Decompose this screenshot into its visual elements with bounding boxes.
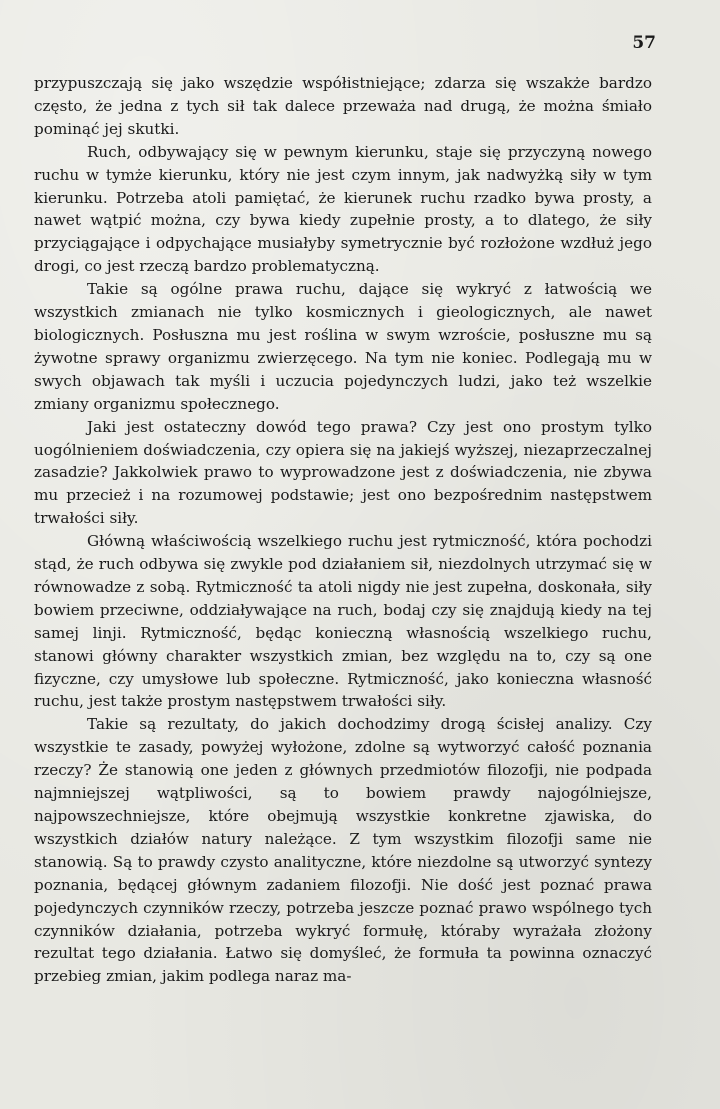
body-text: [34, 72, 652, 988]
page-number: 57: [632, 33, 656, 53]
paragraph-general-laws: Takie są ogólne prawa ruchu, dające się wykryć z łatwością we wszystkich zmianach nie tylko kosmicznych i gieologicznych, ale nawet biologicznych. Posłuszna mu jest roślina w swym wzroście, posłuszne mu są żywotne sprawy organizmu zwierzęcego. Na tym nie koniec. Podlegają mu w swych objawach tak myśli i uczucia pojedynczych ludzi, jako też wszelkie zmiany organizmu społecznego.: [34, 280, 652, 413]
paragraph-analysis-results: Takie są rezultaty, do jakich dochodzimy drogą ścisłej analizy. Czy wszystkie te zasady, powyżej wyłożone, zdolne są wytworzyć całość poznania rzeczy? Że stanowią one jeden z głównych przedmiotów filozofji, nie podpada najmniejszej wątpliwości, są to bowiem prawdy najogólniejsze, najpowszechniejsze, które obejmują wszystkie konkretne zjawiska, do wszystkich działów natury należące. Z tym wszystkim filozofji same nie stanowią. Są to prawdy czysto analityczne, które niezdolne są utworzyć syntezy poznania, będącej głównym zadaniem filozofji. Nie dość jest poznać prawa pojedynczych czynników rzeczy, potrzeba jeszcze poznać prawo wspólnego tych czynników działania, potrzeba wykryć formułę, któraby wyrażała złożony rezultat tego działania. Łatwo się domyśleć, że formuła ta powinna oznaczyć przebieg zmian, jakim podlega naraz ma-: [34, 715, 652, 986]
paragraph-continuation: przypuszczają się jako wszędzie współistniejące; zdarza się wszakże bardzo często, że jedna z tych sił tak dalece przeważa nad drugą, że można śmiało pominąć jej skutki.: [34, 74, 652, 138]
paragraph-rhythmicity: Główną właściwością wszelkiego ruchu jest rytmiczność, która pochodzi stąd, że ruch odbywa się zwykle pod działaniem sił, niezdolnych utrzymać się w równowadze z sobą. Rytmiczność ta atoli nigdy nie jest zupełna, doskonała, siły bowiem przeciwne, oddziaływające na ruch, bodaj czy się znajdują kiedy na tej samej linji. Rytmiczność, będąc konieczną własnością wszelkiego ruchu, stanowi główny charakter wszystkich zmian, bez względu na to, czy są one fizyczne, czy umysłowe lub społeczne. Rytmiczność, jako konieczna własność ruchu, jest także prostym następstwem trwałości siły.: [34, 532, 652, 711]
paragraph-proof-of-law: Jaki jest ostateczny dowód tego prawa? Czy jest ono prostym tylko uogólnieniem doświadczenia, czy opiera się na jakiejś wyższej, niezaprzeczalnej zasadzie? Jakkolwiek prawo to wyprowadzone jest z doświadczenia, nie zbywa mu przecież i na rozumowej podstawie; jest ono bezpośrednim następstwem trwałości siły.: [34, 417, 652, 528]
paragraph-motion-direction: Ruch, odbywający się w pewnym kierunku, staje się przyczyną nowego ruchu w tymże kierunku, który nie jest czym innym, jak nadwyżką siły w tym kierunku. Potrzeba atoli pamiętać, że kierunek ruchu rzadko bywa prosty, a nawet wątpić można, czy bywa kiedy zupełnie prosty, a to dlatego, że siły przyciągające i odpychające musiałyby symetrycznie być rozłożone wzdłuż jego drogi, co jest rzeczą bardzo problematyczną.: [34, 142, 652, 276]
